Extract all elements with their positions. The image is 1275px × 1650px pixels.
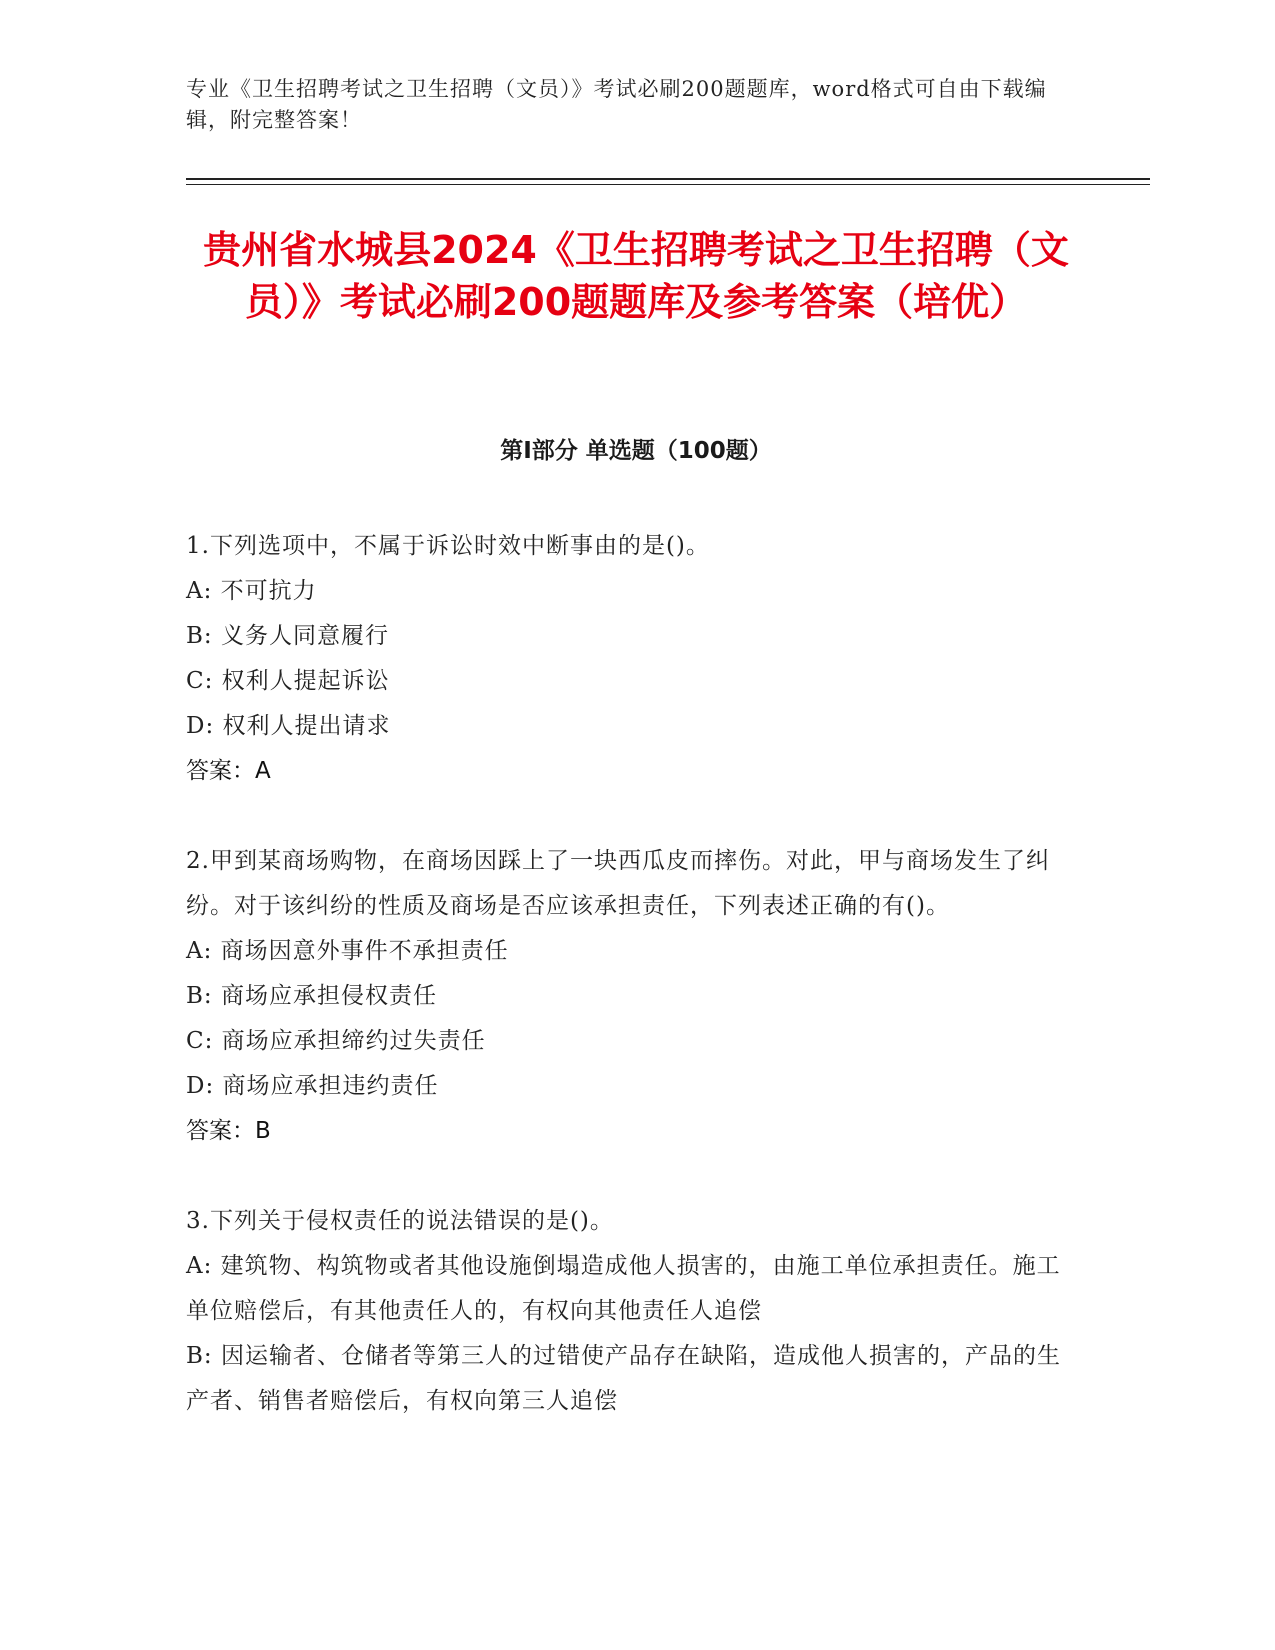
header-divider-thick <box>186 178 1150 180</box>
question-list <box>186 524 1066 1469</box>
answer-label: 答案：B <box>186 1118 271 1144</box>
question-3 <box>186 1199 1066 1424</box>
option-c: C: 权利人提起诉讼 <box>186 668 390 694</box>
question-stem: 1.下列选项中，不属于诉讼时效中断事由的是()。 <box>186 533 710 559</box>
header-divider-thin <box>186 184 1150 185</box>
question-2 <box>186 839 1066 1154</box>
option-b: B: 义务人同意履行 <box>186 623 389 649</box>
option-d: D: 商场应承担违约责任 <box>186 1073 439 1099</box>
option-a: A: 不可抗力 <box>186 578 317 604</box>
document-title: 贵州省水城县2024《卫生招聘考试之卫生招聘（文员）》考试必刷200题题库及参考答案（培优） <box>203 228 1069 324</box>
question-stem: 2.甲到某商场购物，在商场因踩上了一块西瓜皮而摔伤。对此，甲与商场发生了纠纷。对于该纠纷的性质及商场是否应该承担责任，下列表述正确的有()。 <box>186 848 1050 919</box>
header-note: 专业《卫生招聘考试之卫生招聘（文员）》考试必刷200题题库，word格式可自由下载编辑，附完整答案！ <box>186 77 1047 132</box>
answer-label: 答案：A <box>186 758 271 784</box>
question-1 <box>186 524 1066 794</box>
option-d: D: 权利人提出请求 <box>186 713 391 739</box>
section-heading: 第Ⅰ部分 单选题（100题） <box>500 438 772 464</box>
option-b: B: 因运输者、仓储者等第三人的过错使产品存在缺陷，造成他人损害的，产品的生产者、销售者赔偿后，有权向第三人追偿 <box>186 1343 1061 1414</box>
question-stem: 3.下列关于侵权责任的说法错误的是()。 <box>186 1208 614 1234</box>
option-b: B: 商场应承担侵权责任 <box>186 983 437 1009</box>
option-a: A: 建筑物、构筑物或者其他设施倒塌造成他人损害的，由施工单位承担责任。施工单位赔偿后，有其他责任人的，有权向其他责任人追偿 <box>186 1253 1061 1324</box>
option-a: A: 商场因意外事件不承担责任 <box>186 938 509 964</box>
option-c: C: 商场应承担缔约过失责任 <box>186 1028 486 1054</box>
